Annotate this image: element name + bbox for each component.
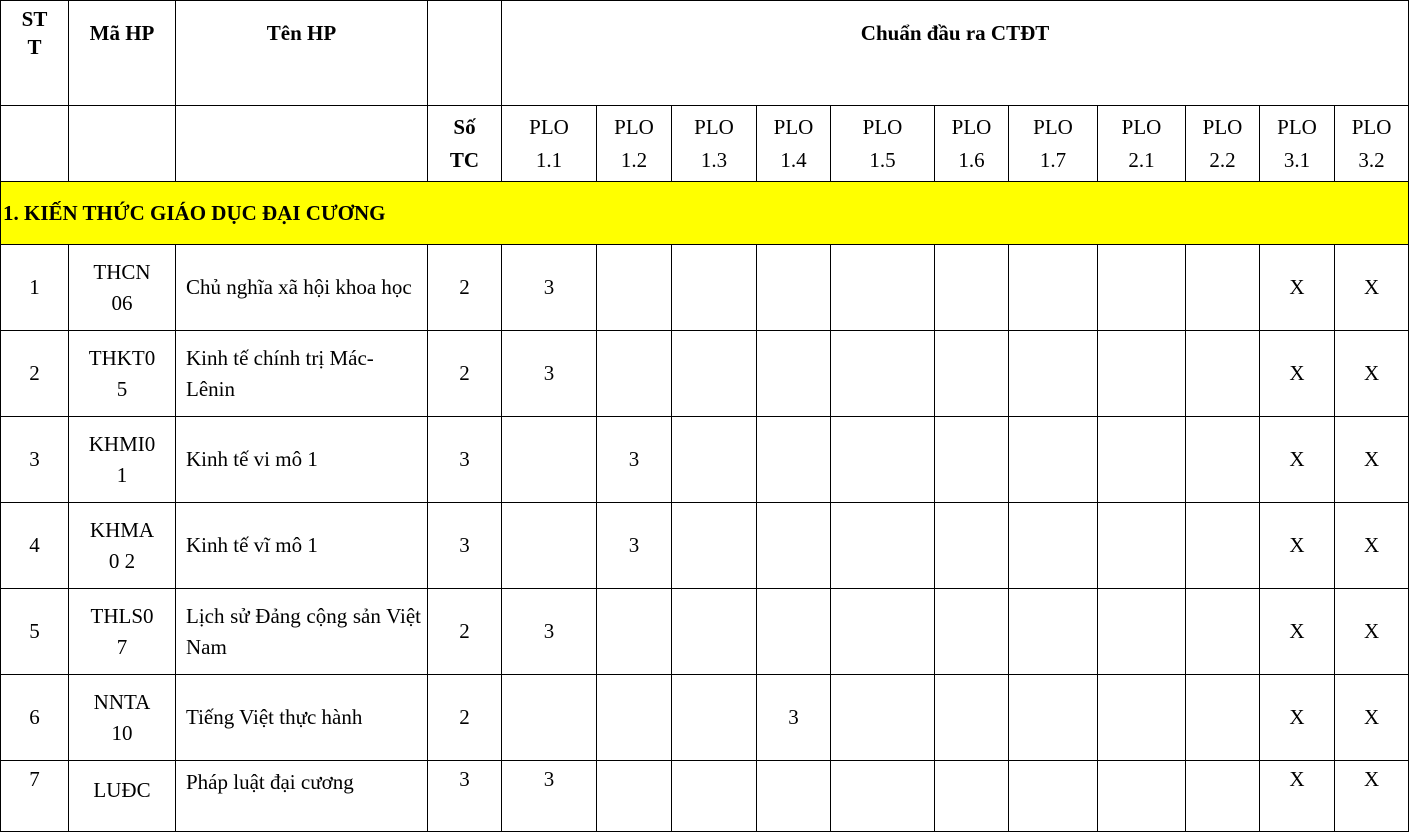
row-so-tc: 2 [428,245,502,331]
header-plo-1-7: PLO 1.7 [1009,106,1098,182]
row-plo-cell [1186,675,1260,761]
row-plo-cell: X [1335,761,1409,832]
row-plo-cell: 3 [597,503,672,589]
row-plo-cell [1009,245,1098,331]
row-ma-hp: LUĐC [69,761,176,832]
row-plo-cell [831,245,935,331]
row-ten-hp: Kinh tế chính trị Mác-Lênin [176,331,428,417]
row-plo-cell [1098,417,1186,503]
row-plo-cell [672,417,757,503]
row-plo-cell [1098,761,1186,832]
row-ten-hp: Lịch sử Đảng cộng sản Việt Nam [176,589,428,675]
row-plo-cell [831,417,935,503]
header-plo-2-2: PLO 2.2 [1186,106,1260,182]
row-plo-cell [757,503,831,589]
row-plo-cell [597,675,672,761]
row-plo-cell [1009,417,1098,503]
row-ten-hp: Chủ nghĩa xã hội khoa học [176,245,428,331]
row-plo-cell: X [1260,417,1335,503]
row-ten-hp: Pháp luật đại cương [176,761,428,832]
row-plo-cell [1186,417,1260,503]
row-plo-cell [1186,761,1260,832]
row-plo-cell: X [1260,589,1335,675]
row-plo-cell [935,503,1009,589]
row-plo-cell [1009,589,1098,675]
row-plo-cell [1098,245,1186,331]
row-plo-cell [757,589,831,675]
row-plo-cell: X [1260,503,1335,589]
row-ma-hp: THLS0 7 [69,589,176,675]
header-plo-1-3: PLO 1.3 [672,106,757,182]
header-so-tc: Số TC [428,106,502,182]
row-plo-cell [1098,675,1186,761]
header-row-2 [1,106,1409,182]
row-ma-hp: THCN 06 [69,245,176,331]
header-plo-1-6: PLO 1.6 [935,106,1009,182]
row-plo-cell [502,417,597,503]
row-plo-cell [672,589,757,675]
header-plo-2-1: PLO 2.1 [1098,106,1186,182]
row-ma-hp: NNTA 10 [69,675,176,761]
row-ten-hp: Kinh tế vi mô 1 [176,417,428,503]
header2-empty-stt [1,106,69,182]
section-row [1,182,1409,245]
row-plo-cell [935,589,1009,675]
section-title: 1. KIẾN THỨC GIÁO DỤC ĐẠI CƯƠNG [1,182,1409,245]
row-stt: 5 [1,589,69,675]
row-stt: 4 [1,503,69,589]
row-plo-cell [831,675,935,761]
row-plo-cell: 3 [502,331,597,417]
header-plo-3-2: PLO 3.2 [1335,106,1409,182]
row-so-tc: 3 [428,503,502,589]
row-plo-cell [597,245,672,331]
table-row [1,417,1409,503]
row-so-tc: 3 [428,761,502,832]
row-plo-cell [935,331,1009,417]
row-stt: 3 [1,417,69,503]
row-plo-cell: X [1260,331,1335,417]
row-plo-cell [1009,675,1098,761]
row-plo-cell: X [1335,589,1409,675]
row-plo-cell [831,503,935,589]
row-stt: 7 [1,761,69,832]
row-so-tc: 2 [428,675,502,761]
row-plo-cell [672,245,757,331]
header-plo-3-1: PLO 3.1 [1260,106,1335,182]
row-stt: 1 [1,245,69,331]
row-plo-cell [757,761,831,832]
row-plo-cell: 3 [502,589,597,675]
row-plo-cell: X [1335,245,1409,331]
row-plo-cell [935,417,1009,503]
row-so-tc: 2 [428,589,502,675]
row-plo-cell [1009,331,1098,417]
row-plo-cell [597,761,672,832]
header-plo-1-1: PLO 1.1 [502,106,597,182]
row-plo-cell [672,331,757,417]
row-plo-cell [1009,503,1098,589]
row-plo-cell [1098,331,1186,417]
row-plo-cell [757,417,831,503]
header-row-1 [1,1,1409,106]
row-plo-cell: 3 [502,761,597,832]
row-plo-cell [672,675,757,761]
row-plo-cell: 3 [502,245,597,331]
row-plo-cell: X [1335,503,1409,589]
row-plo-cell [831,761,935,832]
row-ma-hp: KHMA 0 2 [69,503,176,589]
row-plo-cell [502,675,597,761]
row-plo-cell: X [1335,675,1409,761]
row-plo-cell: 3 [597,417,672,503]
row-so-tc: 2 [428,331,502,417]
header2-empty-ten [176,106,428,182]
row-plo-cell [1009,761,1098,832]
row-plo-cell [935,675,1009,761]
row-plo-cell [831,589,935,675]
row-plo-cell [831,331,935,417]
row-plo-cell [1186,245,1260,331]
row-ten-hp: Kinh tế vĩ mô 1 [176,503,428,589]
header-ma-hp: Mã HP [69,1,176,106]
table-row [1,761,1409,832]
row-plo-cell: X [1260,675,1335,761]
row-plo-cell [935,761,1009,832]
row-plo-cell: X [1335,331,1409,417]
row-so-tc: 3 [428,417,502,503]
row-plo-cell [502,503,597,589]
table-row [1,675,1409,761]
row-plo-cell: X [1260,761,1335,832]
row-stt: 6 [1,675,69,761]
table-row [1,245,1409,331]
row-plo-cell [1098,503,1186,589]
row-plo-cell [597,331,672,417]
header-plo-1-2: PLO 1.2 [597,106,672,182]
row-plo-cell [597,589,672,675]
row-stt: 2 [1,331,69,417]
header-ten-hp: Tên HP [176,1,428,106]
table-row [1,331,1409,417]
row-ma-hp: KHMI0 1 [69,417,176,503]
row-plo-cell [757,245,831,331]
table-row [1,589,1409,675]
header-chuan-dau-ra: Chuẩn đầu ra CTĐT [502,1,1409,106]
row-plo-cell [672,503,757,589]
table-row [1,503,1409,589]
row-plo-cell [1098,589,1186,675]
row-plo-cell: 3 [757,675,831,761]
header-plo-1-4: PLO 1.4 [757,106,831,182]
row-ten-hp: Tiếng Việt thực hành [176,675,428,761]
header-empty-cell [428,1,502,106]
row-plo-cell [672,761,757,832]
row-plo-cell: X [1260,245,1335,331]
row-plo-cell [1186,331,1260,417]
row-plo-cell [1186,503,1260,589]
row-plo-cell [1186,589,1260,675]
header2-empty-ma [69,106,176,182]
header-stt: ST T [1,1,69,106]
row-plo-cell: X [1335,417,1409,503]
row-plo-cell [757,331,831,417]
header-plo-1-5: PLO 1.5 [831,106,935,182]
row-plo-cell [935,245,1009,331]
row-ma-hp: THKT0 5 [69,331,176,417]
